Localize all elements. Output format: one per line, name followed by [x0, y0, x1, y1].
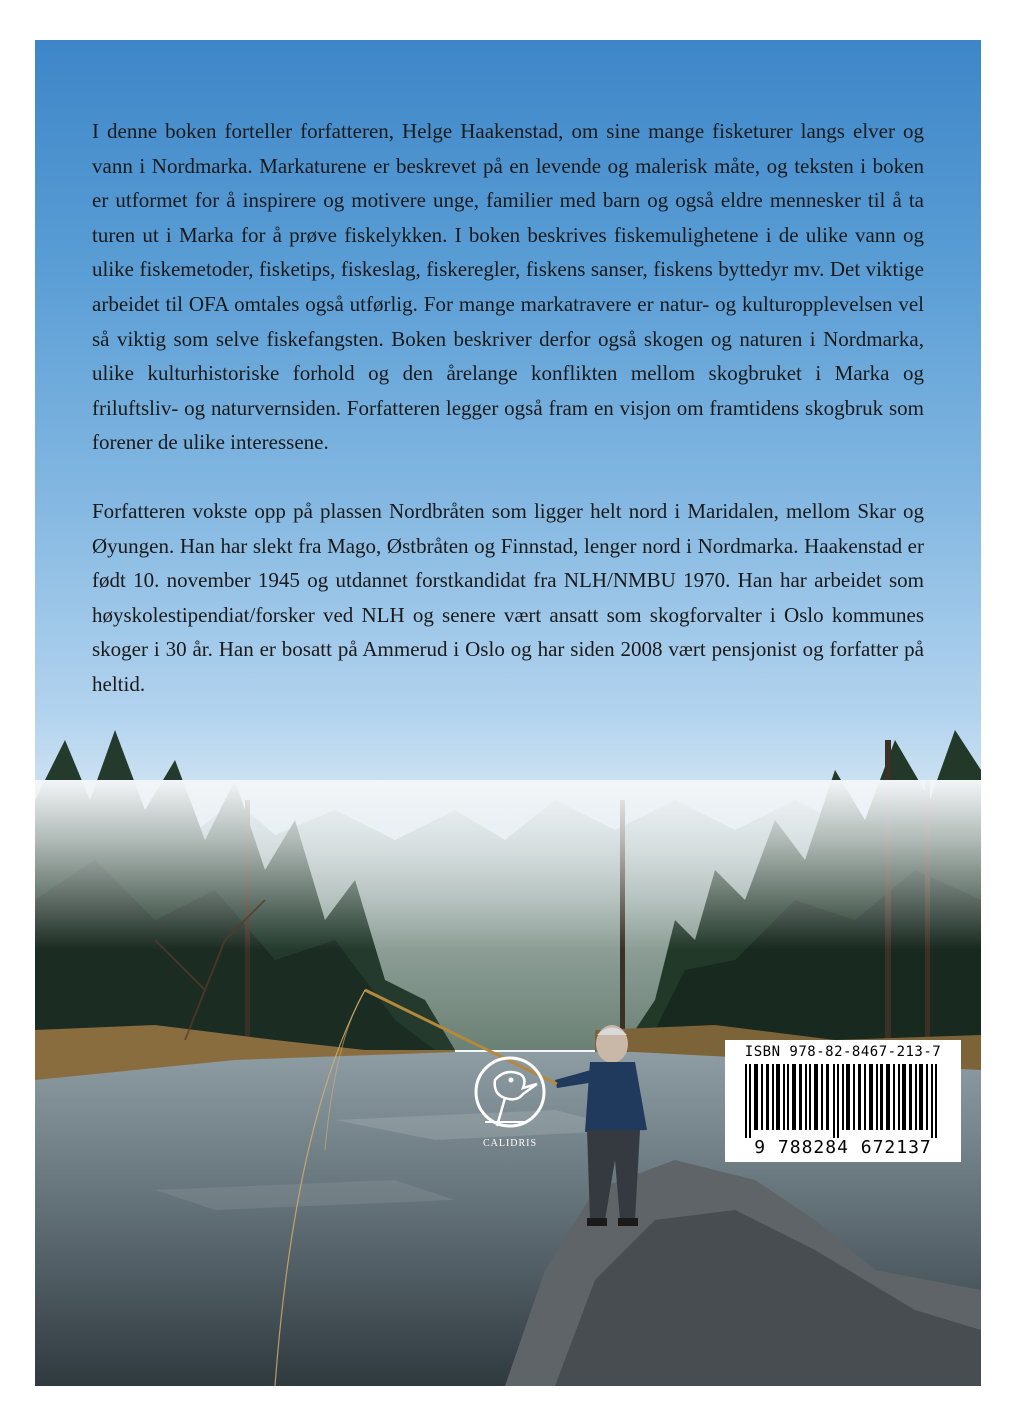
- synopsis-paragraph: I denne boken forteller forfatteren, Helge Haakenstad, om sine mange fisketurer langs elver og vann i Nordmarka. Markaturene er beskrevet på en levende og malerisk måte, og teksten i boken er utformet for å inspirere og motivere unge, familier med barn og også eldre mennesker til å ta turen ut i Marka for å prøve fiskelykken. I boken beskrives fiskemulighetene i de ulike vann og ulike fiskemetoder, fisketips, fiskeslag, fiskeregler, fiskens sanser, fiskens byttedyr mv. Det viktige arbeidet til OFA omtales også utførlig. For mange markatravere er natur- og kulturopplevelsen vel så viktig som selve fiskefangsten. Boken beskriver derfor også skogen og naturen i Nordmarka, ulike kulturhistoriske forhold og den årelange konflikten mellom skogbruket i Marka og friluftsliv- og naturvernsiden. Forfatteren legger også fram en visjon om framtidens skogbruk som forener de ulike interessene.: [92, 119, 924, 455]
- barcode-bars: [731, 1064, 955, 1138]
- cover-text: [92, 114, 924, 736]
- isbn-label: ISBN 978-82-8467-213-7: [744, 1044, 942, 1060]
- author-bio-paragraph: Forfatteren vokste opp på plassen Nordbråten som ligger helt nord i Maridalen, mellom Skar og Øyungen. Han har slekt fra Mago, Østbråten og Finnstad, lenger nord i Nordmarka. Haakenstad er født 10. november 1945 og utdannet forstkandidat fra NLH/NMBU 1970. Han har arbeidet som høyskolestipendiat/forsker ved NLH og senere vært ansatt som skogforvalter i Oslo kommunes skoger i 30 år. Han er bosatt på Ammerud i Oslo og har siden 2008 vært pensjonist og forfatter på heltid.: [92, 498, 924, 696]
- back-cover: [35, 40, 981, 1386]
- publisher-name: CALIDRIS: [482, 1138, 538, 1149]
- barcode-number: 9 788284 672137: [754, 1137, 932, 1158]
- publisher-logo: [465, 1050, 555, 1150]
- calidris-bird-icon: [465, 1050, 555, 1140]
- barcode: [725, 1040, 961, 1162]
